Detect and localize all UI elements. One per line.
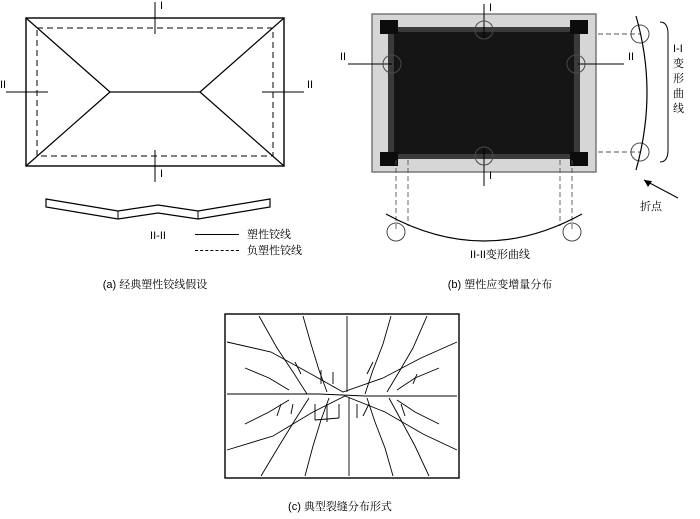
plastic-strain-zone — [392, 30, 576, 156]
legend — [195, 226, 302, 258]
panel-c-caption: (c) 典型裂缝分布形式 — [288, 501, 392, 513]
yield-line-pattern — [26, 18, 284, 166]
right-label-bracket — [660, 22, 668, 162]
panel-a-label-I-top: I — [160, 0, 164, 12]
panel-c — [205, 308, 495, 519]
legend-key-solid-line-icon — [195, 234, 239, 235]
panel-a-label-I-bottom: I — [160, 168, 164, 180]
legend-label-1: 负塑性铰线 — [247, 245, 302, 257]
panel-b-label-II-left: II — [340, 51, 347, 63]
panel-b-bottom-curve-label: II-II变形曲线 — [470, 249, 530, 261]
panel-a-label-II-left: II — [0, 79, 7, 91]
II-deformation-curve-right — [636, 16, 647, 170]
panel-b-label-II-right: II — [628, 51, 635, 63]
deformed-section-profile — [46, 199, 270, 219]
panel-a — [0, 0, 330, 300]
panel-b-drawing — [340, 0, 700, 270]
legend-label-0: 塑性铰线 — [247, 229, 291, 241]
II-II-deformation-curve — [386, 214, 582, 241]
legend-item-0 — [195, 226, 302, 242]
panel-c-drawing — [215, 308, 475, 488]
panel-b-right-curve-label: I-I变形曲线 — [673, 43, 684, 115]
legend-item-1 — [195, 242, 302, 258]
panel-b-kink-point-label: 折点 — [640, 201, 662, 213]
panel-a-drawing — [0, 0, 330, 260]
panel-b-caption: (b) 塑性应变增量分布 — [447, 279, 553, 291]
panel-b-label-I-bottom: I — [489, 170, 493, 182]
panel-a-section-label: II-II — [150, 230, 166, 242]
legend-key-dashed-line-icon — [195, 250, 239, 251]
panel-a-label-II-right: II — [307, 79, 314, 91]
kink-point-arrow — [644, 180, 678, 198]
panel-b — [340, 0, 700, 300]
panel-b-label-I-top: I — [489, 2, 493, 14]
panel-a-caption: (a) 经典塑性铰线假设 — [102, 279, 208, 291]
